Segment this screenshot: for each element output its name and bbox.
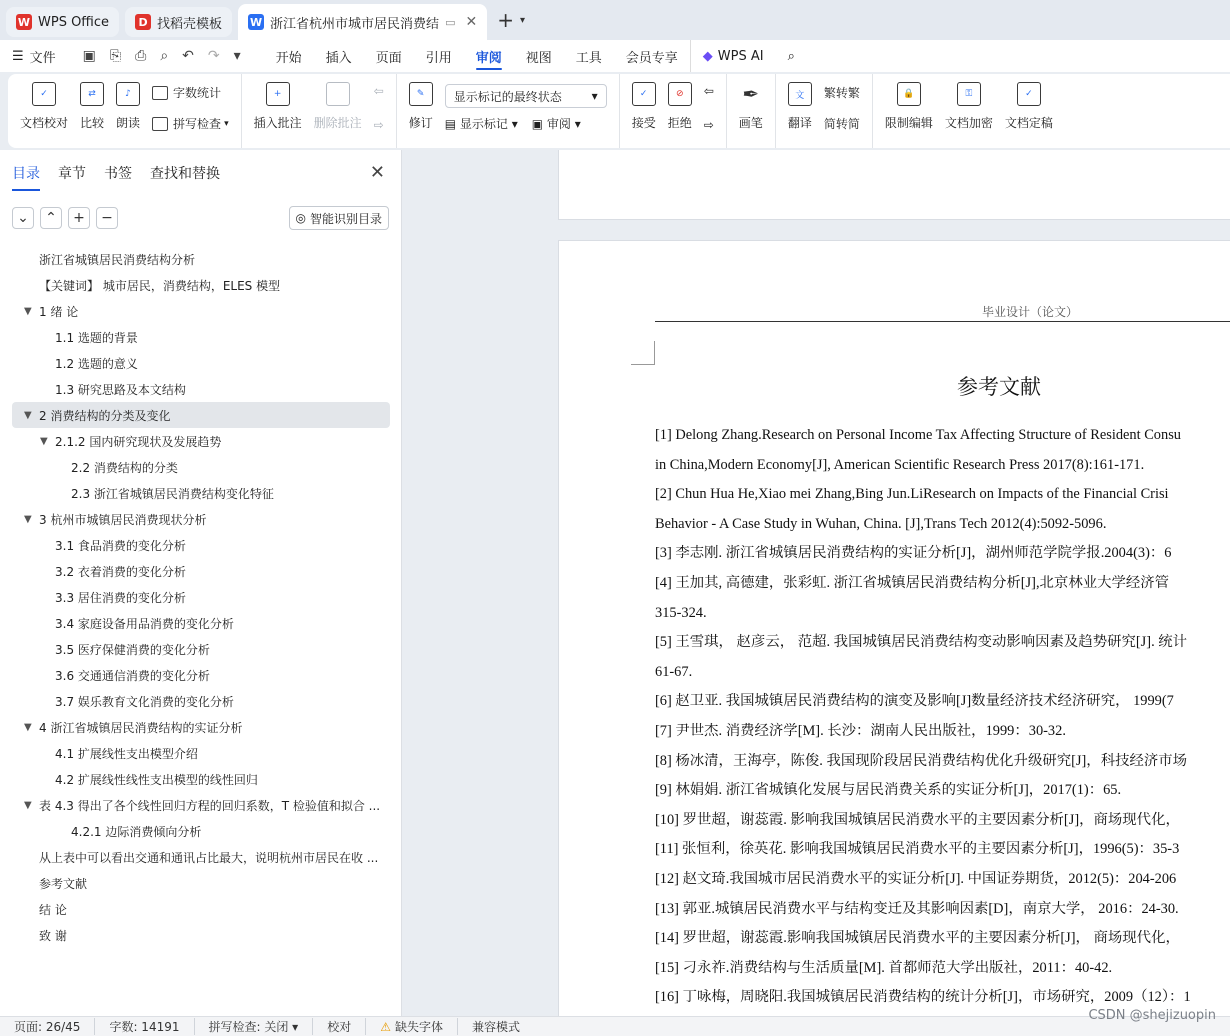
restrict-edit-button[interactable] xyxy=(879,82,939,131)
new-tab-button[interactable]: + ▾ xyxy=(497,8,525,32)
reference-line: [8] 杨冰清，王海亭，陈俊. 我国现阶段居民消费结构优化升级研究[J]，科技经济市场 xyxy=(655,752,1188,769)
compare-label: 比较 xyxy=(80,116,105,130)
reference-line: [3] 李志刚. 浙江省城镇居民消费结构的实证分析[J]，湖州师范学院学报.2004(3)：6 xyxy=(655,545,1172,562)
toc-item[interactable] xyxy=(0,766,402,792)
menu-bar xyxy=(0,40,1230,72)
reject-button[interactable] xyxy=(662,82,698,131)
toc-item[interactable] xyxy=(0,870,402,896)
finalize-icon: ✓ xyxy=(1017,82,1041,106)
word-count-indicator[interactable]: 字数: 14191 xyxy=(95,1018,194,1035)
toc-tree xyxy=(0,246,402,948)
tab-wps-office[interactable] xyxy=(6,7,119,37)
document-area xyxy=(403,150,1230,1016)
revise-button[interactable] xyxy=(403,82,439,131)
docer-icon: D xyxy=(135,14,151,30)
toc-item-label: 1.3 研究思路及本文结构 xyxy=(55,382,186,397)
toc-item[interactable] xyxy=(0,636,402,662)
status-bar xyxy=(0,1016,1230,1036)
header-rule xyxy=(655,321,1230,322)
chevron-down-icon[interactable]: ▼ xyxy=(24,305,32,317)
proof-group xyxy=(8,74,242,148)
toc-item-label: 1.1 选题的背景 xyxy=(55,330,138,345)
wps-logo-icon: W xyxy=(17,15,31,29)
chevron-down-icon: ▾ xyxy=(591,89,598,103)
toc-item[interactable] xyxy=(0,922,402,948)
translate-label: 翻译 xyxy=(787,116,812,130)
count-spell-column xyxy=(146,82,235,134)
revise-icon: ✎ xyxy=(409,82,433,106)
lock-doc-icon: 🔒 xyxy=(897,82,921,106)
accept-label: 接受 xyxy=(631,116,656,130)
doc-proof-button[interactable] xyxy=(14,82,74,131)
accept-button[interactable] xyxy=(626,82,662,131)
chevron-down-icon[interactable]: ▼ xyxy=(24,799,32,811)
toc-item[interactable] xyxy=(0,480,402,506)
reference-line: [11] 张恒利，徐英花. 影响我国城镇居民消费水平的主要因素分析[J]，1996(5)：35-3 xyxy=(655,841,1180,858)
tab-label: 找稻壳模板 xyxy=(157,16,223,32)
toc-item[interactable] xyxy=(0,246,402,272)
spell-check-label: 拼写检查 xyxy=(173,117,222,131)
missing-font-label: 缺失字体 xyxy=(394,1020,443,1034)
change-nav-column xyxy=(698,82,720,134)
previous-comment-icon[interactable]: ⇦ xyxy=(373,84,384,98)
toc-item[interactable] xyxy=(0,428,402,454)
toc-item-label: 3.7 娱乐教育文化消费的变化分析 xyxy=(55,694,234,709)
reference-line: [1] Delong Zhang.Research on Personal Income Tax Affecting Structure of Resident Consu xyxy=(655,427,1181,443)
finalize-button[interactable] xyxy=(999,82,1059,131)
toc-item-label: 4.2.1 边际消费倾向分析 xyxy=(71,824,202,839)
simplified-icon: 简 xyxy=(823,117,836,131)
toc-item-label: 结 论 xyxy=(39,902,67,917)
reference-line: [15] 刁永祚.消费结构与生活质量[M]. 首都师范大学出版社，2011：40-42. xyxy=(655,959,1113,976)
spell-check-icon xyxy=(152,117,168,131)
warning-icon: ⚠ xyxy=(380,1020,391,1034)
chevron-down-icon[interactable]: ⌄ xyxy=(12,207,34,229)
delete-comment-icon xyxy=(326,82,350,106)
protect-group xyxy=(873,74,1065,148)
read-aloud-button[interactable] xyxy=(110,82,146,131)
reference-line: [2] Chun Hua He,Xiao mei Zhang,Bing Jun.LiResearch on Impacts of the Financial Crisi xyxy=(655,486,1169,503)
toc-item[interactable] xyxy=(12,402,390,428)
page-indicator[interactable]: 页面: 26/45 xyxy=(0,1018,95,1035)
navigation-pane xyxy=(0,150,402,1016)
document-page[interactable] xyxy=(558,240,1230,1016)
toc-item-label: 3.5 医疗保健消费的变化分析 xyxy=(55,642,210,657)
menu-view[interactable]: 视图 xyxy=(525,50,552,66)
read-aloud-icon: ♪ xyxy=(116,82,140,106)
toc-item-label: 1.2 选题的意义 xyxy=(55,356,138,371)
add-icon[interactable]: + xyxy=(68,207,90,229)
toc-item[interactable] xyxy=(0,272,402,298)
toc-item-label: 表 4.3 得出了各个线性回归方程的回归系数，T 检验值和拟合 ... xyxy=(39,798,381,813)
tab-toc[interactable]: 目录 xyxy=(12,163,40,183)
quick-access xyxy=(68,48,256,64)
tab-bookmarks[interactable]: 书签 xyxy=(104,166,132,182)
toc-item[interactable] xyxy=(0,376,402,402)
toc-item[interactable] xyxy=(0,610,402,636)
toc-item[interactable] xyxy=(0,532,402,558)
spell-check-indicator[interactable]: 拼写检查: 关闭 ▾ xyxy=(195,1018,314,1035)
export-icon[interactable]: ⎘ xyxy=(109,48,122,64)
wps-ai-icon: ◆ xyxy=(702,48,713,64)
word-count-icon xyxy=(152,86,168,100)
pen-icon: ✒ xyxy=(742,82,760,106)
pen-button[interactable] xyxy=(733,82,769,131)
smart-toc-button[interactable] xyxy=(289,206,390,230)
menu-review[interactable]: 审阅 xyxy=(464,40,514,72)
toc-item-label: 从上表中可以看出交通和通讯占比最大，说明杭州市居民在收 ... xyxy=(39,850,379,865)
toc-item-label: 2.1.2 国内研究现状及发展趋势 xyxy=(55,434,222,449)
toc-item[interactable] xyxy=(0,740,402,766)
translate-icon: 文 xyxy=(788,82,812,106)
toc-item[interactable] xyxy=(0,324,402,350)
reference-line: in China,Modern Economy[J], American Scientific Research Press 2017(8):161-171. xyxy=(655,456,1145,473)
next-comment-icon[interactable]: ⇨ xyxy=(373,118,384,132)
reference-line: [12] 赵文琦.我国城市居民消费水平的实证分析[J]. 中国证券期货，2012(5)：204-206 xyxy=(655,870,1177,887)
reject-label: 拒绝 xyxy=(667,116,692,130)
show-markup-button[interactable]: ▤ 显示标记 ▾ xyxy=(444,117,518,131)
chevron-down-icon[interactable]: ▾ xyxy=(519,14,525,26)
menu-reference[interactable]: 引用 xyxy=(425,50,452,66)
pen-label: 画笔 xyxy=(738,116,763,130)
next-change-icon[interactable]: ⇨ xyxy=(703,118,714,132)
chevron-down-icon[interactable]: ▼ xyxy=(24,409,32,421)
smart-icon: ◎ xyxy=(295,211,306,225)
toc-item[interactable] xyxy=(0,558,402,584)
menu-icon: ☰ xyxy=(12,48,24,64)
traditional-icon: 繁 xyxy=(823,86,836,100)
menu-insert[interactable]: 插入 xyxy=(325,50,352,66)
spell-check-button[interactable] xyxy=(152,115,229,132)
toc-item-label: 【关键词】 城市居民，消费结构，ELES 模型 xyxy=(39,278,281,293)
toc-item[interactable] xyxy=(0,896,402,922)
markup-state-value: 显示标记的最终状态 xyxy=(453,89,562,104)
read-aloud-label: 朗读 xyxy=(116,116,141,130)
toc-item-label: 4 浙江省城镇居民消费结构的实证分析 xyxy=(39,720,243,735)
wps-ai-label: WPS AI xyxy=(717,48,764,64)
margin-mark xyxy=(631,341,655,365)
close-icon[interactable]: ✕ xyxy=(369,162,385,183)
restrict-edit-label: 限制编辑 xyxy=(884,116,933,130)
save-icon[interactable]: ▣ xyxy=(82,48,96,64)
reference-line: [6] 赵卫亚. 我国城镇居民消费结构的演变及影响[J]数量经济技术经济研究， 1999(7 xyxy=(655,693,1174,710)
to-traditional-label: 转繁 xyxy=(835,86,860,100)
toc-item[interactable] xyxy=(0,506,402,532)
print-preview-icon[interactable]: ⌕ xyxy=(160,48,169,64)
toc-item-label: 3.6 交通通信消费的变化分析 xyxy=(55,668,210,683)
menu-start[interactable]: 开始 xyxy=(275,50,302,66)
toc-item-label: 4.1 扩展线性支出模型介绍 xyxy=(55,746,198,761)
show-markup-icon: ▤ xyxy=(444,117,460,131)
toc-item-label: 3.4 家庭设备用品消费的变化分析 xyxy=(55,616,234,631)
to-simplified-label: 转简 xyxy=(835,117,860,131)
tab-find-replace[interactable]: 查找和替换 xyxy=(150,166,220,182)
search-icon[interactable]: ⌕ xyxy=(787,48,795,64)
previous-page xyxy=(558,150,1230,220)
chevron-up-icon[interactable]: ⌃ xyxy=(40,207,62,229)
translate-button[interactable] xyxy=(782,82,818,131)
reference-line: Behavior - A Case Study in Wuhan, China. [J],Trans Tech 2012(4):5092-5096. xyxy=(655,515,1107,532)
reference-line: [4] 王加其, 高德建，张彩虹. 浙江省城镇居民消费结构分析[J],北京林业大学经济管 xyxy=(655,574,1170,591)
doc-proof-icon: ✓ xyxy=(32,82,56,106)
screen-icon[interactable]: ▭ xyxy=(445,15,456,29)
menu-member[interactable]: 会员专享 xyxy=(625,50,678,66)
toc-item-label: 1 绪 论 xyxy=(39,304,79,319)
toc-item-label: 2.2 消费结构的分类 xyxy=(71,460,178,475)
traditional-simplified-column xyxy=(818,82,866,134)
toc-item[interactable] xyxy=(0,350,402,376)
reference-line: [16] 丁咏梅，周晓阳.我国城镇居民消费结构的统计分析[J]，市场研究，2009（12）：1 xyxy=(655,989,1191,1006)
previous-change-icon[interactable]: ⇦ xyxy=(703,84,714,98)
finalize-label: 文档定稿 xyxy=(1004,116,1053,130)
toc-item[interactable] xyxy=(0,584,402,610)
tab-label: 浙江省杭州市城市居民消费结 xyxy=(270,16,440,32)
toc-item[interactable] xyxy=(0,454,402,480)
delete-comment-button[interactable] xyxy=(308,82,368,131)
review-pane-button[interactable]: ▣ 审阅 ▾ xyxy=(531,117,581,131)
toc-item[interactable] xyxy=(0,298,402,324)
accept-group xyxy=(620,74,727,148)
delete-comment-label: 删除批注 xyxy=(313,116,362,130)
toc-item-label: 4.2 扩展线性线性支出模型的线性回归 xyxy=(55,772,258,787)
markup-column xyxy=(439,82,613,134)
insert-comment-label: 插入批注 xyxy=(253,116,302,130)
reference-line: [5] 王雪琪， 赵彦云， 范超. 我国城镇居民消费结构变动影响因素及趋势研究[J]. 统计 xyxy=(655,634,1188,651)
encrypt-icon: ⚿ xyxy=(957,82,981,106)
proof-indicator[interactable]: 校对 xyxy=(313,1018,366,1035)
redo-icon[interactable]: ↷ xyxy=(207,48,220,64)
toc-item[interactable] xyxy=(0,792,402,818)
reference-line: [9] 林娟娟. 浙江省城镇化发展与居民消费关系的实证分析[J]，2017(1)：65. xyxy=(655,782,1122,799)
chevron-down-icon[interactable]: ▼ xyxy=(24,721,32,733)
to-traditional-button[interactable] xyxy=(824,84,860,101)
reject-icon: ⊘ xyxy=(668,82,692,106)
undo-icon[interactable]: ↶ xyxy=(182,48,194,64)
insert-comment-button[interactable] xyxy=(248,82,308,131)
toc-item-label: 2 消费结构的分类及变化 xyxy=(39,408,171,423)
review-pane-icon: ▣ xyxy=(531,117,547,131)
comment-nav-column xyxy=(368,82,390,134)
missing-font-indicator[interactable] xyxy=(366,1018,458,1035)
remove-icon[interactable]: − xyxy=(96,207,118,229)
print-icon[interactable]: ⎙ xyxy=(135,48,147,64)
chevron-down-icon: ▾ xyxy=(224,118,229,129)
toc-item-label: 2.3 浙江省城镇居民消费结构变化特征 xyxy=(71,486,274,501)
toc-toolbar xyxy=(0,196,401,240)
tab-label: WPS Office xyxy=(38,14,110,30)
translate-group xyxy=(776,74,873,148)
toc-item-label: 参考文献 xyxy=(39,876,88,891)
smart-toc-label: 智能识别目录 xyxy=(309,211,382,226)
toc-item-label: 3.3 居住消费的变化分析 xyxy=(55,590,186,605)
page-header: 毕业设计（论文） xyxy=(981,305,1078,319)
word-count-button[interactable] xyxy=(152,84,229,101)
chevron-down-icon[interactable]: ▾ xyxy=(233,48,241,64)
encrypt-label: 文档加密 xyxy=(944,116,993,130)
reference-line: 315-324. xyxy=(655,604,707,621)
chevron-down-icon[interactable]: ▼ xyxy=(40,435,48,447)
chevron-down-icon[interactable]: ▼ xyxy=(24,513,32,525)
page-title: 参考文献 xyxy=(957,375,1041,399)
compare-button[interactable] xyxy=(74,82,110,131)
revise-label: 修订 xyxy=(408,116,433,130)
pen-group xyxy=(727,74,776,148)
toc-item[interactable] xyxy=(0,688,402,714)
toc-item-label: 3.1 食品消费的变化分析 xyxy=(55,538,186,553)
comment-group xyxy=(242,74,397,148)
close-icon[interactable]: ✕ xyxy=(465,14,478,30)
ribbon-review xyxy=(8,74,1230,148)
word-count-label: 字数统计 xyxy=(173,86,222,100)
file-label: 文件 xyxy=(29,50,56,66)
menu-page[interactable]: 页面 xyxy=(375,50,402,66)
nav-tabs xyxy=(0,150,401,196)
tab-bar xyxy=(0,0,1230,40)
toc-item[interactable] xyxy=(0,714,402,740)
toc-item-label: 浙江省城镇居民消费结构分析 xyxy=(39,252,196,267)
doc-proof-label: 文档校对 xyxy=(20,116,69,130)
to-simplified-button[interactable] xyxy=(824,115,860,132)
reference-line: [14] 罗世超，谢蕊霞.影响我国城镇居民消费水平的主要因素分析[J]， 商场现代化， xyxy=(655,930,1180,947)
toc-item-label: 3.2 衣着消费的变化分析 xyxy=(55,564,186,579)
toc-item-label: 3 杭州市城镇居民消费现状分析 xyxy=(39,512,207,527)
watermark: CSDN @shejizuopin xyxy=(1088,1008,1216,1023)
file-menu[interactable] xyxy=(0,40,68,72)
tab-sections[interactable]: 章节 xyxy=(58,166,86,182)
spell-status: 拼写检查: 关闭 xyxy=(208,1020,289,1034)
encrypt-button[interactable] xyxy=(939,82,999,131)
accept-icon: ✓ xyxy=(632,82,656,106)
compat-mode-indicator: 兼容模式 xyxy=(472,1020,521,1034)
reference-line: [10] 罗世超，谢蕊霞. 影响我国城镇居民消费水平的主要因素分析[J]，商场现代化， xyxy=(655,811,1180,828)
toc-item[interactable] xyxy=(0,662,402,688)
reference-line: [13] 郭亚.城镇居民消费水平与结构变迁及其影响因素[D]，南京大学， 2016：24-30. xyxy=(655,900,1179,917)
revise-group xyxy=(397,74,620,148)
toc-item[interactable] xyxy=(0,844,402,870)
wps-ai-button[interactable] xyxy=(690,40,776,72)
word-doc-icon: W xyxy=(249,15,263,29)
compare-icon: ⇄ xyxy=(80,82,104,106)
toc-item-label: 致 谢 xyxy=(39,928,67,943)
menu-tools[interactable]: 工具 xyxy=(575,50,602,66)
reference-line: [7] 尹世杰. 消费经济学[M]. 长沙：湖南人民出版社，1999：30-32. xyxy=(655,722,1066,739)
reference-line: 61-67. xyxy=(655,663,693,680)
review-label: 审阅 xyxy=(546,117,571,131)
tab-docer[interactable] xyxy=(125,7,232,37)
markup-state-select[interactable] xyxy=(445,84,607,108)
references-list xyxy=(655,421,1230,1013)
comment-icon: + xyxy=(266,82,290,106)
tab-document[interactable] xyxy=(238,4,487,40)
toc-item[interactable] xyxy=(0,818,402,844)
show-markup-label: 显示标记 xyxy=(459,117,508,131)
